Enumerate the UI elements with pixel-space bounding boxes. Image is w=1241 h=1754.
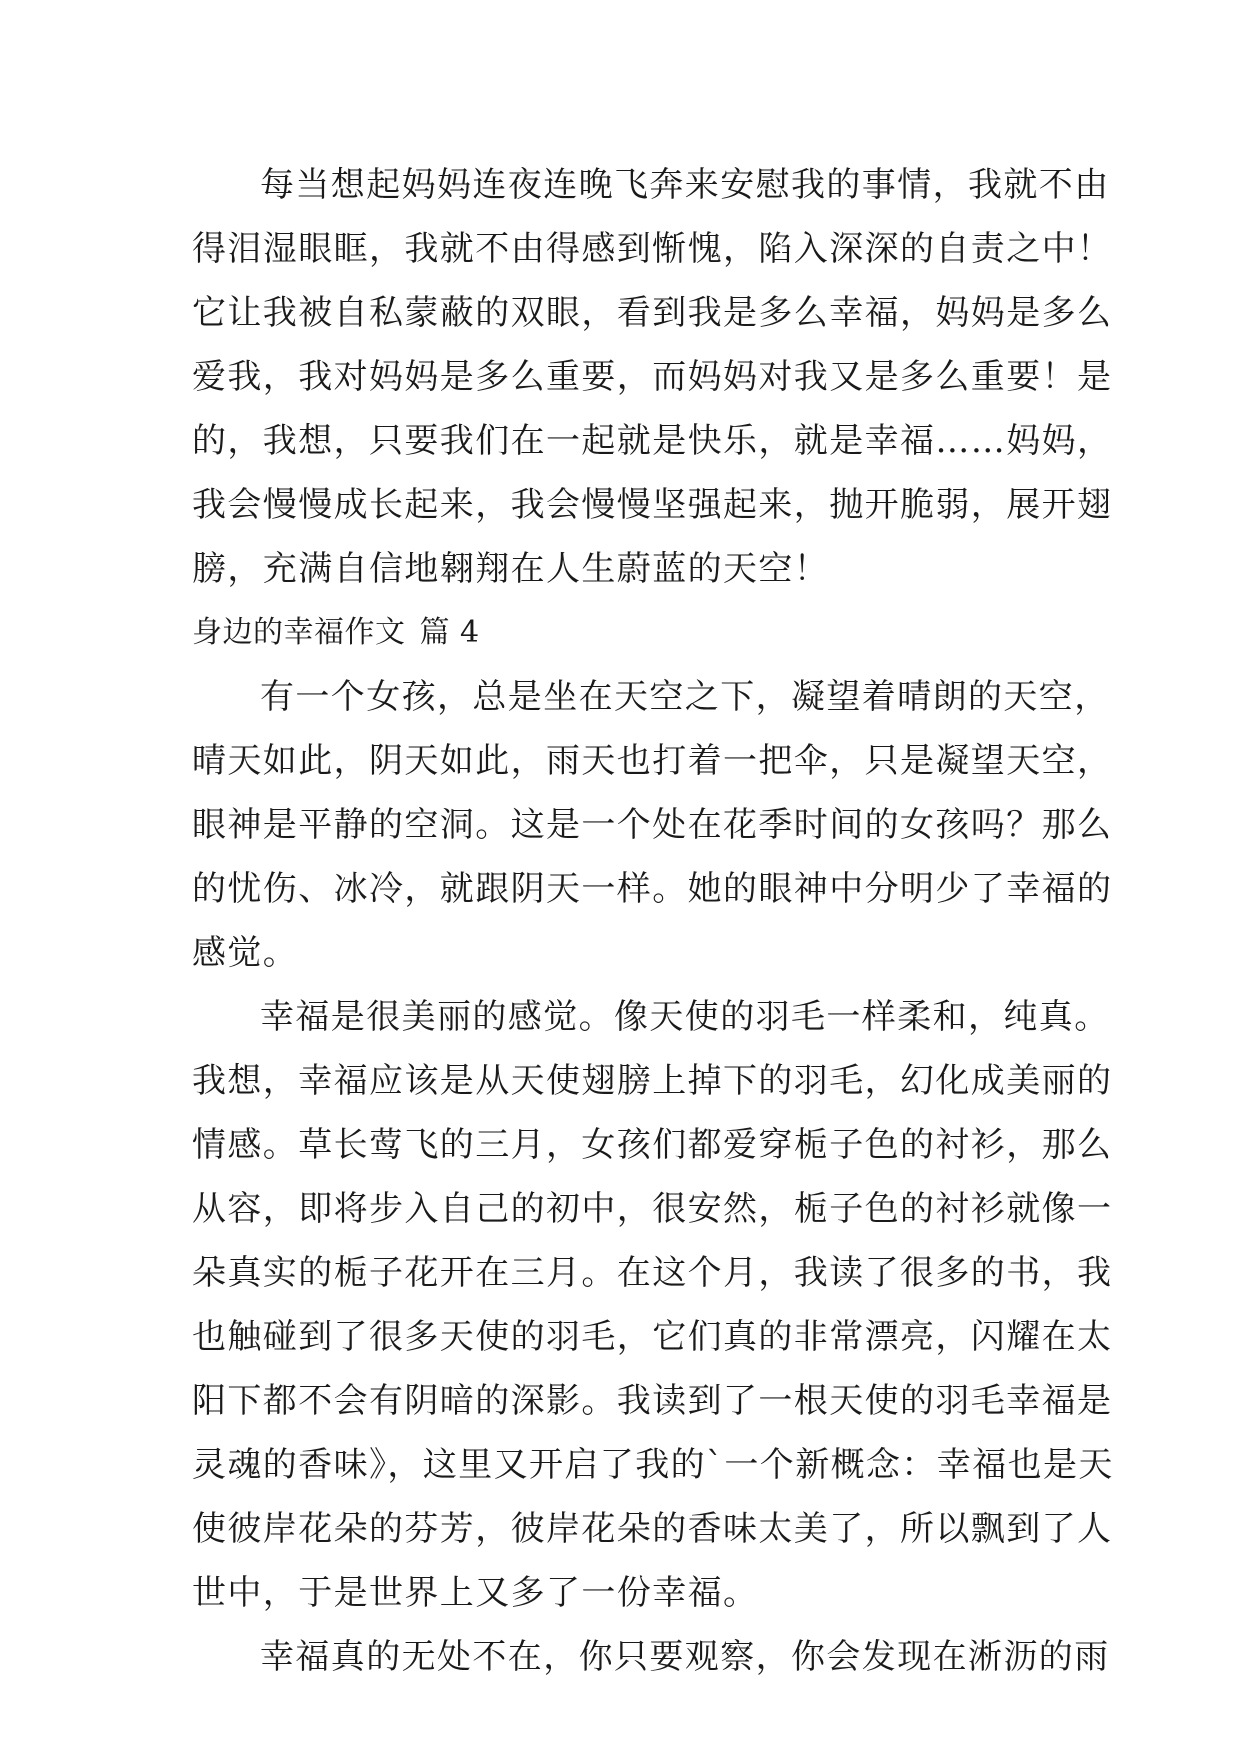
text-line: 的忧伤、冰冷，就跟阴天一样。她的眼神中分明少了幸福的 — [192, 869, 1113, 909]
text-line: 也触碰到了很多天使的羽毛，它们真的非常漂亮，闪耀在太 — [192, 1317, 1113, 1357]
text-line: 眼神是平静的空洞。这是一个处在花季时间的女孩吗？那么 — [192, 805, 1113, 845]
paragraph-3 — [192, 985, 1114, 1625]
text-line: 感觉。 — [192, 933, 299, 973]
paragraph-2 — [192, 665, 1113, 985]
text-line: 阳下都不会有阴暗的深影。我读到了一根天使的羽毛幸福是 — [192, 1381, 1113, 1421]
text-line: 我想，幸福应该是从天使翅膀上掉下的羽毛，幻化成美丽的 — [192, 1061, 1113, 1101]
text-line: 使彼岸花朵的芬芳，彼岸花朵的香味太美了，所以飘到了人 — [192, 1509, 1113, 1549]
text-line: 从容，即将步入自己的初中，很安然，栀子色的衬衫就像一 — [192, 1189, 1113, 1229]
text-line: 它让我被自私蒙蔽的双眼，看到我是多么幸福，妈妈是多么 — [192, 293, 1113, 333]
text-line: 幸福是很美丽的感觉。像天使的羽毛一样柔和，纯真。 — [260, 997, 1110, 1037]
text-line: 我会慢慢成长起来，我会慢慢坚强起来，抛开脆弱，展开翅 — [192, 485, 1113, 525]
section-title: 身边的幸福作文 — [192, 615, 406, 650]
text-line: 每当想起妈妈连夜连晚飞奔来安慰我的事情，我就不由 — [260, 165, 1110, 205]
text-line: 膀，充满自信地翱翔在人生蔚蓝的天空！ — [192, 549, 830, 589]
paragraph-4 — [192, 1625, 1110, 1689]
text-line: 得泪湿眼眶，我就不由得感到惭愧，陷入深深的自责之中！ — [192, 229, 1113, 269]
text-line: 朵真实的栀子花开在三月。在这个月，我读了很多的书，我 — [192, 1253, 1113, 1293]
text-line: 幸福真的无处不在，你只要观察，你会发现在淅沥的雨 — [260, 1637, 1110, 1677]
text-line: 的，我想，只要我们在一起就是快乐，就是幸福……妈妈， — [192, 421, 1113, 461]
text-line: 世中，于是世界上又多了一份幸福。 — [192, 1573, 759, 1613]
text-line: 灵魂的香味》，这里又开启了我的`一个新概念：幸福也是天 — [192, 1445, 1114, 1485]
section-heading — [192, 601, 1054, 665]
section-number: 篇 4 — [419, 615, 480, 650]
document-page — [192, 153, 1114, 1689]
text-line: 情感。草长莺飞的三月，女孩们都爱穿栀子色的衬衫，那么 — [192, 1125, 1113, 1165]
paragraph-1 — [192, 153, 1113, 601]
text-line: 晴天如此，阴天如此，雨天也打着一把伞，只是凝望天空， — [192, 741, 1113, 781]
text-line: 有一个女孩，总是坐在天空之下，凝望着晴朗的天空， — [260, 677, 1110, 717]
text-line: 爱我，我对妈妈是多么重要，而妈妈对我又是多么重要！是 — [192, 357, 1113, 397]
